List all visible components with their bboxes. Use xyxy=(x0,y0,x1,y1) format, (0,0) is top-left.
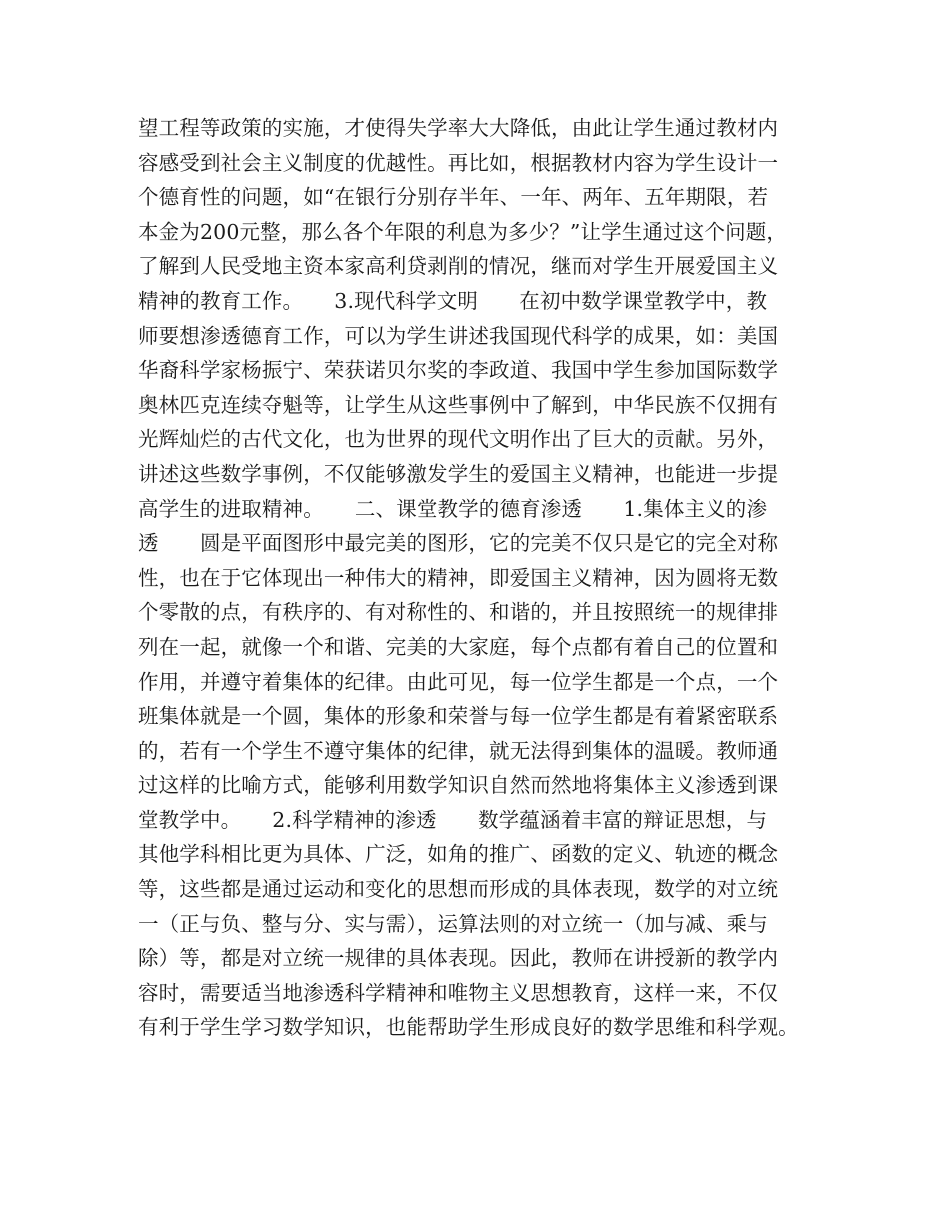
text-line: 师要想渗透德育工作，可以为学生讲述我国现代科学的成果，如：美国 xyxy=(138,323,779,348)
text-line: 堂教学中。 2.科学精神的渗透 数学蕴涵着丰富的辩证思想，与 xyxy=(138,807,768,832)
text-line: 本金为200元整，那么各个年限的利息为多少？”让学生通过这个问题， xyxy=(138,219,788,244)
text-line: 除）等，都是对立统一规律的具体表现。因此，教师在讲授新的教学内 xyxy=(138,946,779,971)
text-line: 华裔科学家杨振宁、荣获诺贝尔奖的李政道、我国中学生参加国际数学 xyxy=(138,358,779,383)
text-line: 有利于学生学习数学知识，也能帮助学生形成良好的数学思维和科学观。 xyxy=(138,1015,799,1040)
text-line: 其他学科相比更为具体、广泛，如角的推广、函数的定义、轨迹的概念 xyxy=(138,842,779,867)
text-line: 了解到人民受地主资本家高利贷剥削的情况，继而对学生开展爱国主义 xyxy=(138,254,779,279)
text-line: 性，也在于它体现出一种伟大的精神，即爱国主义精神，因为圆将无数 xyxy=(138,565,779,590)
text-line: 光辉灿烂的古代文化，也为世界的现代文明作出了巨大的贡献。另外， xyxy=(138,427,779,452)
text-line: 容时，需要适当地渗透科学精神和唯物主义思想教育，这样一来，不仅 xyxy=(138,980,779,1005)
text-line: 作用，并遵守着集体的纪律。由此可见，每一位学生都是一个点，一个 xyxy=(138,669,779,694)
text-line: 的，若有一个学生不遵守集体的纪律，就无法得到集体的温暖。教师通 xyxy=(138,738,779,763)
text-line: 精神的教育工作。 3.现代科学文明 在初中数学课堂教学中，教 xyxy=(138,288,768,313)
text-line: 容感受到社会主义制度的优越性。再比如，根据教材内容为学生设计一 xyxy=(138,150,779,175)
text-line: 班集体就是一个圆，集体的形象和荣誉与每一位学生都是有着紧密联系 xyxy=(138,704,779,729)
text-line: 等，这些都是通过运动和变化的思想而形成的具体表现，数学的对立统 xyxy=(138,877,779,902)
text-line: 奥林匹克连续夺魁等，让学生从这些事例中了解到，中华民族不仅拥有 xyxy=(138,392,779,417)
text-line: 高学生的进取精神。 二、课堂教学的德育渗透 1.集体主义的渗 xyxy=(138,496,768,521)
text-line: 望工程等政策的实施，才使得失学率大大降低，由此让学生通过教材内 xyxy=(138,116,779,140)
text-line: 讲述这些数学事例，不仅能够激发学生的爱国主义精神，也能进一步提 xyxy=(138,461,779,486)
body-text xyxy=(138,111,828,1045)
text-line: 透 圆是平面图形中最完美的图形，它的完美不仅只是它的完全对称 xyxy=(138,531,779,556)
text-line: 个零散的点，有秩序的、有对称性的、和谐的，并且按照统一的规律排 xyxy=(138,600,779,625)
text-line: 一（正与负、整与分、实与需），运算法则的对立统一（加与减、乘与 xyxy=(138,911,768,936)
text-line: 列在一起，就像一个和谐、完美的大家庭，每个点都有着自己的位置和 xyxy=(138,634,779,659)
text-line: 个德育性的问题，如“在银行分别存半年、一年、两年、五年期限，若 xyxy=(138,185,769,210)
text-line: 过这样的比喻方式，能够利用数学知识自然而然地将集体主义渗透到课 xyxy=(138,773,779,798)
